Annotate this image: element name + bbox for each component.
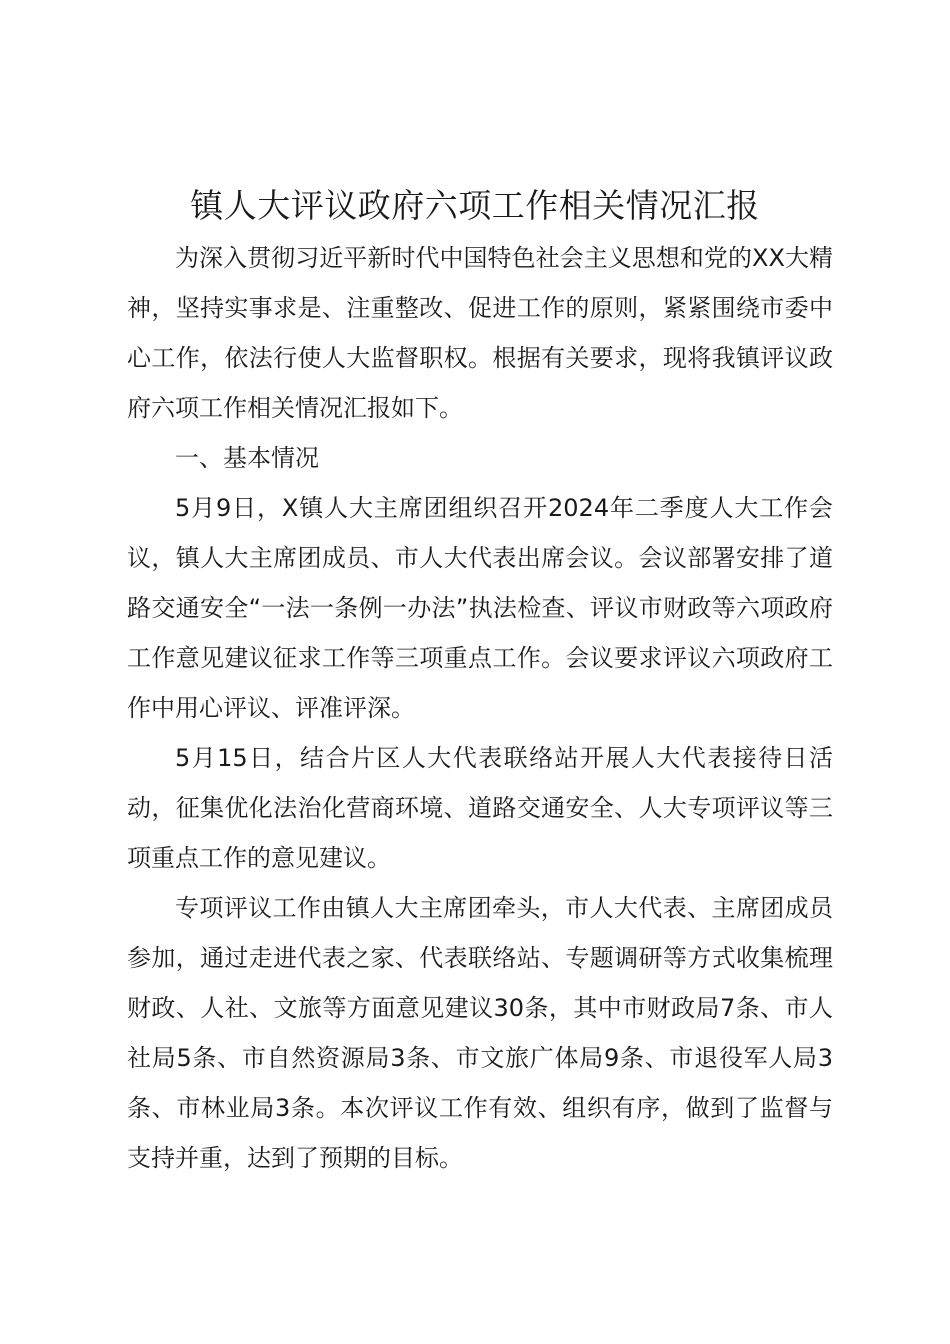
- document-title: 镇人大评议政府六项工作相关情况汇报: [190, 186, 760, 225]
- document-body: [127, 233, 833, 1183]
- section-heading: 一、基本情况: [175, 444, 319, 472]
- paragraph-may-15: 5月15日，结合片区人大代表联络站开展人大代表接待日活动，征集优化法治化营商环境、道路交通安全、人大专项评议等三项重点工作的意见建议。: [127, 744, 833, 872]
- paragraph-special-review: 专项评议工作由镇人大主席团牵头，市人大代表、主席团成员参加，通过走进代表之家、代表联络站、专题调研等方式收集梳理财政、人社、文旅等方面意见建议30条，其中市财政局7条、市人社局5条、市自然资源局3条、市文旅广体局9条、市退役军人局3条、市林业局3条。本次评议工作有效、组织有序，做到了监督与支持并重，达到了预期的目标。: [127, 894, 833, 1172]
- intro-paragraph: 为深入贯彻习近平新时代中国特色社会主义思想和党的XX大精神，坚持实事求是、注重整改、促进工作的原则，紧紧围绕市委中心工作，依法行使人大监督职权。根据有关要求，现将我镇评议政府六项工作相关情况汇报如下。: [127, 244, 833, 422]
- paragraph-may-9: 5月9日，X镇人大主席团组织召开2024年二季度人大工作会议，镇人大主席团成员、市人大代表出席会议。会议部署安排了道路交通安全“一法一条例一办法”执法检查、评议市财政等六项政府工作意见建议征求工作等三项重点工作。会议要求评议六项政府工作中用心评议、评准评深。: [127, 494, 833, 722]
